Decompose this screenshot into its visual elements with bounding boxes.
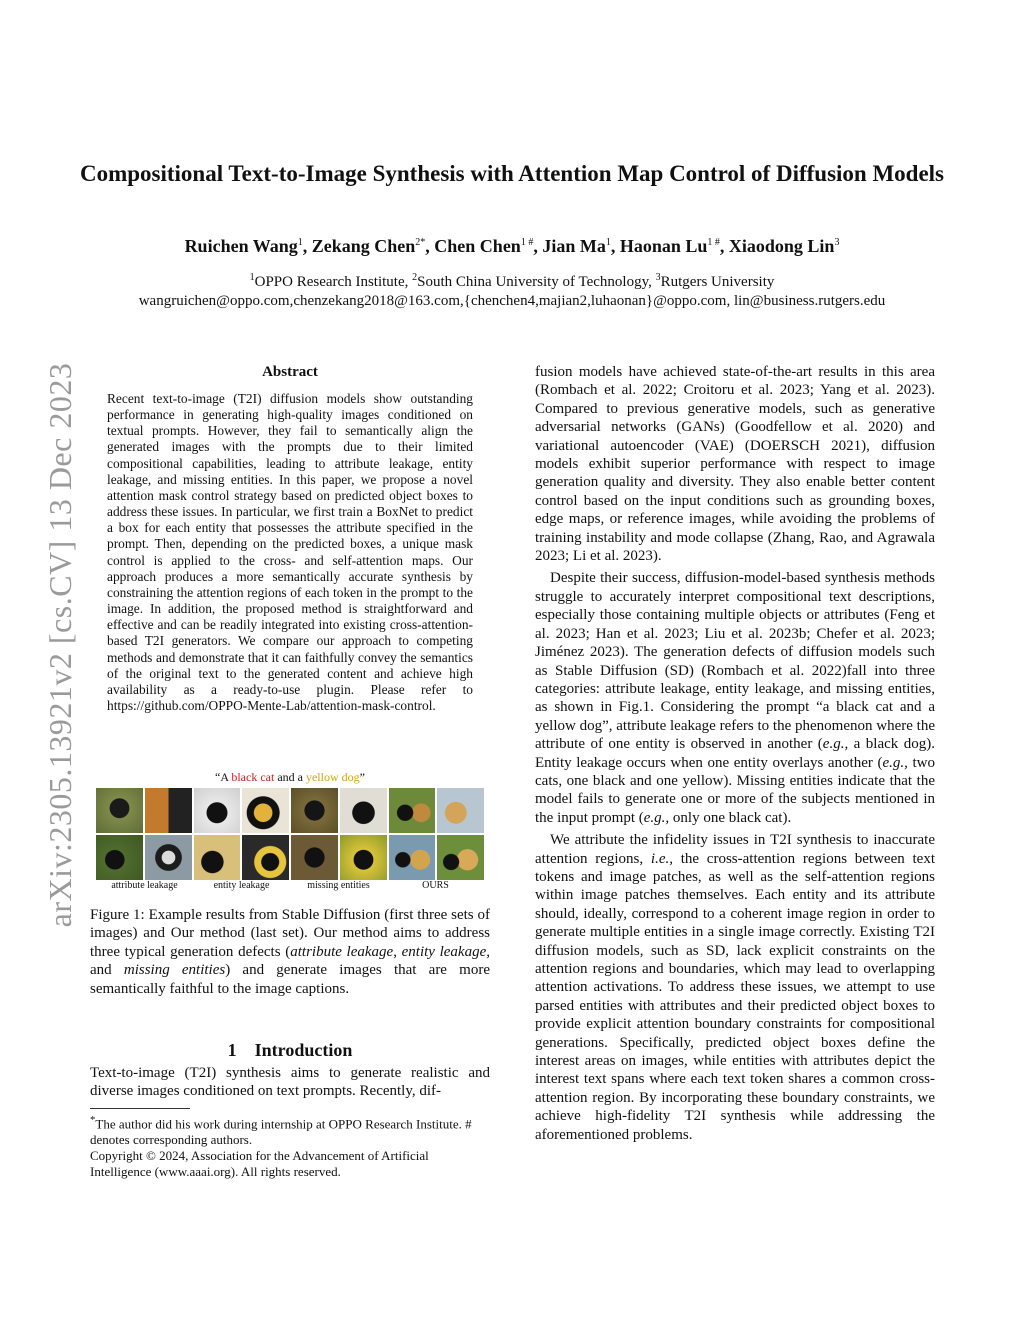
section-heading: 1 Introduction <box>227 1040 353 1060</box>
abstract-text: Recent text-to-image (T2I) diffusion models show outstanding performance in generating high-quality images conditioned on textual prompts. However, they fail to semantically align the generated images with the prompts due to their limited compositional capabilities, leading to attribute leakage, entity leakage, and missing entities. In this paper, we propose a novel attention mask control strategy based on predicted object boxes to address these issues. In particular, we first train a BoxNet to predict a box for each entity that possesses the attribute specified in the prompt. Then, depending on the predicted boxes, a unique mask control is applied to the cross- and self-attention maps. Our approach produces a more semantically accurate synthesis by constraining the attention regions of each token in the prompt to the image. In addition, the proposed method is straightforward and effective and can be readily integrated into existing cross-attention-based T2I generators. We compare our approach to competing methods and demonstrate that it can faithfully convey the semantics of the original text to the generated content and achieve high availability as a ready-to-use plugin. Please refer to https://github.com/OPPO-Mente-Lab/attention-mask-control. <box>107 391 473 713</box>
generated-image <box>145 835 192 880</box>
generated-image <box>389 835 436 880</box>
author-list: Ruichen Wang$^1$, Zekang Chen$^{2*}$, Chen Chen$^{1 \#}$, Jian Ma$^1$, Haonan $Lu^{1 \#}$, Xiaodong Lin$^3$ <box>184 236 840 256</box>
figure-set-labels <box>96 880 484 891</box>
generated-image <box>291 788 338 833</box>
author-name: Jian Ma <box>542 236 606 256</box>
email-line: wangruichen@oppo.com,chenzekang2018@163.com,{chenchen4,majian2,luhaonan}@oppo.com, lin@business.rutgers.edu <box>138 293 886 309</box>
figure-caption: Figure 1: Example results from Stable Diffusion (first three sets of images) and Our method (last set). Our method aims to address three typical generation defects (attribute leakage, entity leakage, and missing entities) and generate images that are more semantically faithful to the image captions. <box>90 907 490 997</box>
abstract-heading: Abstract <box>262 364 318 380</box>
paragraph: Despite their success, diffusion-model-based synthesis methods struggle to accurately interpret compositional text descriptions, especially those containing multiple objects or attributes (Feng et al. 2023; Han et al. 2023; Liu et al. 2023b; Chefer et al. 2023; Jiménez 2023). The generation defects of diffusion models such as Stable Diffusion (SD) (Rombach et al. 2022)fall into three categories: attribute leakage, entity leakage, and missing entities, as shown in Fig.1. Considering the prompt “a black cat and a yellow dog”, attribute leakage refers to the phenomenon where the attribute of one entity is observed in another (e.g., a black dog). Entity leakage occurs when one entity overlays another (e.g., two cats, one black and one yellow). Missing entities indicate that the model fails to generate one or more of the subjects mentioned in the input prompt (e.g., only one black cat). <box>535 570 936 826</box>
author-sup: 3 <box>834 237 840 248</box>
affiliation-line: $^1$OPPO Research Institute, $^2$South China University of Technology, $^3$Rutgers University <box>249 272 775 290</box>
author-sup: 1 <box>297 237 303 248</box>
footnote-copyright: Copyright © 2024, Association for the Advancement of Artificial Intelligence (www.aaai.org). All rights reserved. <box>90 1147 429 1179</box>
arxiv-watermark: arXiv:2305.13921v2 [cs.CV] 13 Dec 2023 <box>41 362 78 928</box>
generated-image <box>242 788 289 833</box>
generated-image <box>340 835 387 880</box>
paragraph: We attribute the infidelity issues in T2I synthesis to inaccurate attention regions, i.e., the cross-attention regions between text tokens and image patches, as well as the self-attention regions within image patches themselves. Each entity and its attribute should, ideally, correspond to a coherent image region in order to generate multiple entities in a single image correctly. Existing T2I diffusion models, such as SD, lack explicit constraints on the attention regions and boundaries, which may lead to overlapping attention activations. To address these issues, we attempt to use parsed entities with attributes and their predicted object boxes to provide explicit attention boundary constraints for compositional generations. Specifically, predicted object boxes define the interest areas on images, while entities with attributes depict the interest text spans where each text token shares a common cross-attention region. By incorporating these boundary constraints, we achieve high-fidelity T2I synthesis while addressing the aforementioned problems. <box>535 832 935 1143</box>
author-sup: 1 # <box>520 237 534 248</box>
footnote <box>90 1113 490 1180</box>
generated-image <box>242 835 289 880</box>
generated-image <box>96 788 143 833</box>
paragraph: fusion models have achieved state-of-the-art results in this area (Rombach et al. 2022; Croitoru et al. 2023; Yang et al. 2023). Compared to previous generative models, such as generative adversarial networks (GANs) (Goodfellow et al. 2020) and variational autoencoder (VAE) (DOERSCH 2021), diffusion models exhibit superior performance with respect to image generation quality and diversity. They also enable better content control based on the input conditions such as grounding boxes, edge maps, or reference images, while avoiding the problems of training instability and mode collapse (Zhang, Rao, and Agrawala 2023; Li et al. 2023). <box>535 364 935 565</box>
footnote-rule <box>90 1108 190 1109</box>
set-label: entity leakage <box>213 880 270 891</box>
intro-text: Text-to-image (T2I) synthesis aims to generate realistic and diverse images conditioned on text prompts. Recently, dif- <box>90 1065 490 1100</box>
footnote-author: *The author did his work during internship at OPPO Research Institute. # denotes corresponding authors. <box>90 1114 472 1148</box>
generated-image <box>96 835 143 880</box>
set-label: attribute leakage <box>111 880 178 891</box>
figure-prompt: “A black cat and a yellow dog” <box>215 770 365 784</box>
author-name: Ruichen Wang <box>184 236 298 256</box>
author-name: Chen Chen <box>434 236 521 256</box>
figure-image-grid <box>96 788 484 880</box>
right-column <box>535 363 935 1148</box>
author-sup: 1 <box>605 237 611 248</box>
set-label: missing entities <box>307 880 370 891</box>
set-label: OURS <box>422 880 449 891</box>
generated-image <box>194 835 241 880</box>
generated-image <box>291 835 338 880</box>
generated-image <box>340 788 387 833</box>
author-name: Haonan Lu <box>619 236 708 256</box>
author-sup: 2* <box>415 237 426 248</box>
generated-image <box>437 835 484 880</box>
author-name: Xiaodong Lin <box>728 236 835 256</box>
author-name: Zekang Chen <box>311 236 416 256</box>
author-sup: 1 # <box>707 237 720 248</box>
generated-image <box>389 788 436 833</box>
generated-image <box>437 788 484 833</box>
affiliations <box>40 268 984 311</box>
paper-title: Compositional Text-to-Image Synthesis with Attention Map Control of Diffusion Models <box>79 161 945 186</box>
generated-image <box>145 788 192 833</box>
generated-image <box>194 788 241 833</box>
